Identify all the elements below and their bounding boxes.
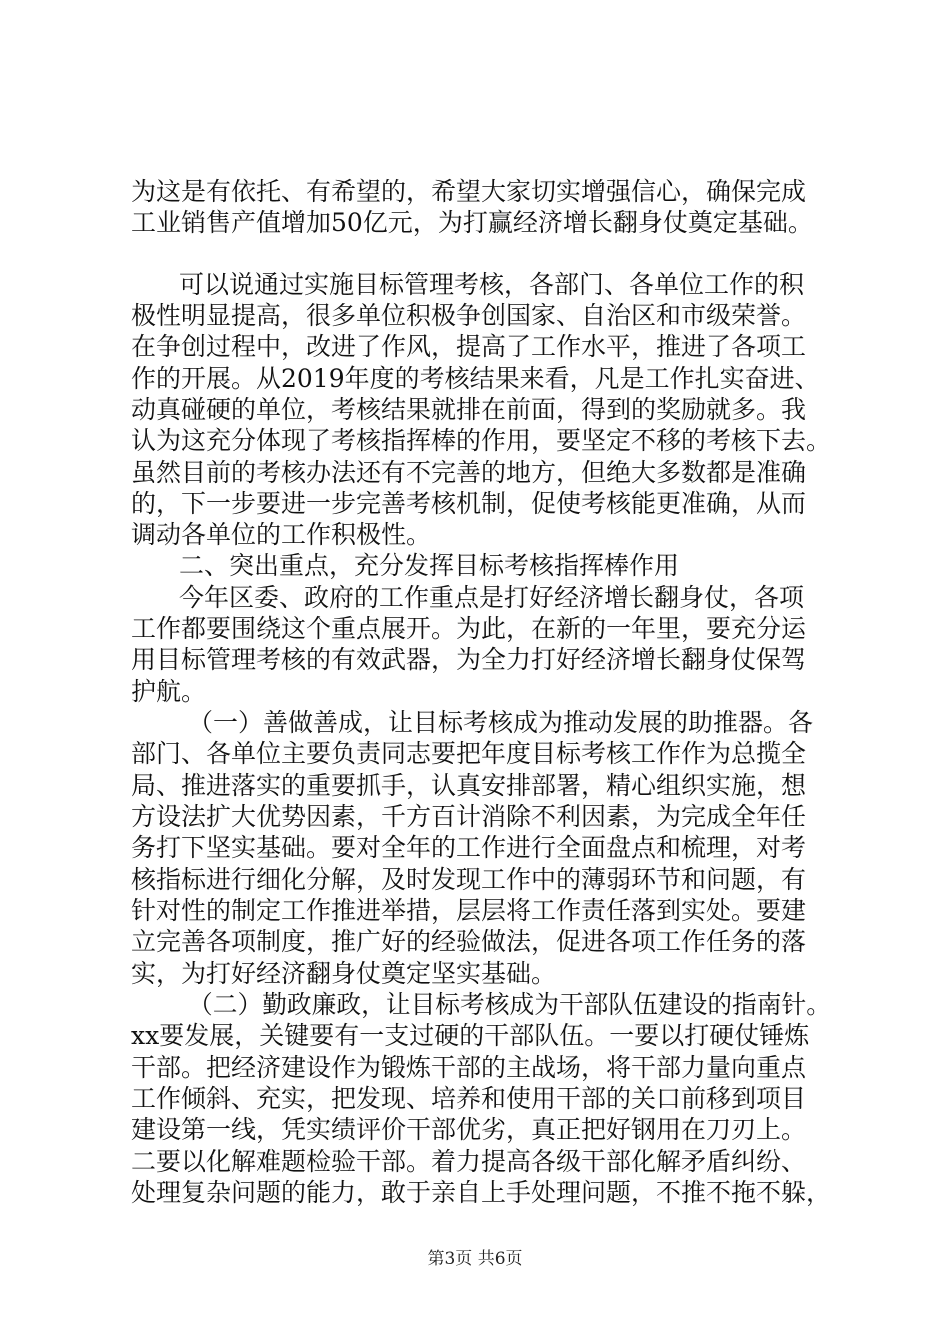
text-line: 极性明显提高，很多单位积极争创国家、自治区和市级荣誉。 [131,301,807,330]
text-line: 核指标进行细化分解，及时发现工作中的薄弱环节和问题，有 [131,865,807,894]
paragraph-first-line: 今年区委、政府的工作重点是打好经济增长翻身仗，各项 [179,583,805,612]
text-line: xx要发展，关键要有一支过硬的干部队伍。一要以打硬仗锤炼 [131,1021,810,1050]
text-line: 虽然目前的考核办法还有不完善的地方，但绝大多数都是准确 [131,458,807,487]
text-line: 的，下一步要进一步完善考核机制，促使考核能更准确，从而 [131,489,807,518]
text-line: 局、推进落实的重要抓手，认真安排部署，精心组织实施，想 [131,771,807,800]
text-line: 认为这充分体现了考核指挥棒的作用，要坚定不移的考核下去。 [131,426,832,455]
section-heading: 二、突出重点，充分发挥目标考核指挥棒作用 [179,551,680,580]
text-line: 建设第一线，凭实绩评价干部优劣，真正把好钢用在刀刃上。 [131,1115,807,1144]
text-line: 方设法扩大优势因素，千方百计消除不利因素，为完成全年任 [131,802,807,831]
text-line: 用目标管理考核的有效武器，为全力打好经济增长翻身仗保驾 [131,645,807,674]
page-number-footer: 第3页 共6页 [427,1249,523,1269]
text-line: 干部。把经济建设作为锻炼干部的主战场，将干部力量向重点 [131,1053,807,1082]
text-line: 在争创过程中，改进了作风，提高了工作水平，推进了各项工 [131,332,807,361]
text-line: 处理复杂问题的能力，敢于亲自上手处理问题，不推不拖不躲， [131,1178,832,1207]
text-line: 动真碰硬的单位，考核结果就排在前面，得到的奖励就多。我 [131,395,807,424]
text-line: 作的开展。从2019年度的考核结果来看，凡是工作扎实奋进、 [131,364,820,393]
text-line: 工作都要围绕这个重点展开。为此，在新的一年里，要充分运 [131,614,807,643]
paragraph-first-line: 可以说通过实施目标管理考核，各部门、各单位工作的积 [179,270,805,299]
text-line: 工作倾斜、充实，把发现、培养和使用干部的关口前移到项目 [131,1084,807,1113]
paragraph-first-line: （二）勤政廉政，让目标考核成为干部队伍建设的指南针。 [188,990,831,1019]
text-line: 务打下坚实基础。要对全年的工作进行全面盘点和梳理，对考 [131,833,807,862]
text-line: 调动各单位的工作积极性。 [131,520,432,549]
text-line: 为这是有依托、有希望的，希望大家切实增强信心，确保完成 [131,177,807,206]
text-line: 二要以化解难题检验干部。着力提高各级干部化解矛盾纠纷、 [131,1147,807,1176]
text-line: 护航。 [131,677,207,706]
text-line: 部门、各单位主要负责同志要把年度目标考核工作作为总揽全 [131,739,807,768]
text-line: 针对性的制定工作推进举措，层层将工作责任落到实处。要建 [131,896,807,925]
text-line: 立完善各项制度，推广好的经验做法，促进各项工作任务的落 [131,927,807,956]
text-line: 工业销售产值增加50亿元，为打赢经济增长翻身仗奠定基础。 [131,208,813,237]
text-line: 实，为打好经济翻身仗奠定坚实基础。 [131,959,557,988]
paragraph-first-line: （一）善做善成，让目标考核成为推动发展的助推器。各 [188,708,814,737]
